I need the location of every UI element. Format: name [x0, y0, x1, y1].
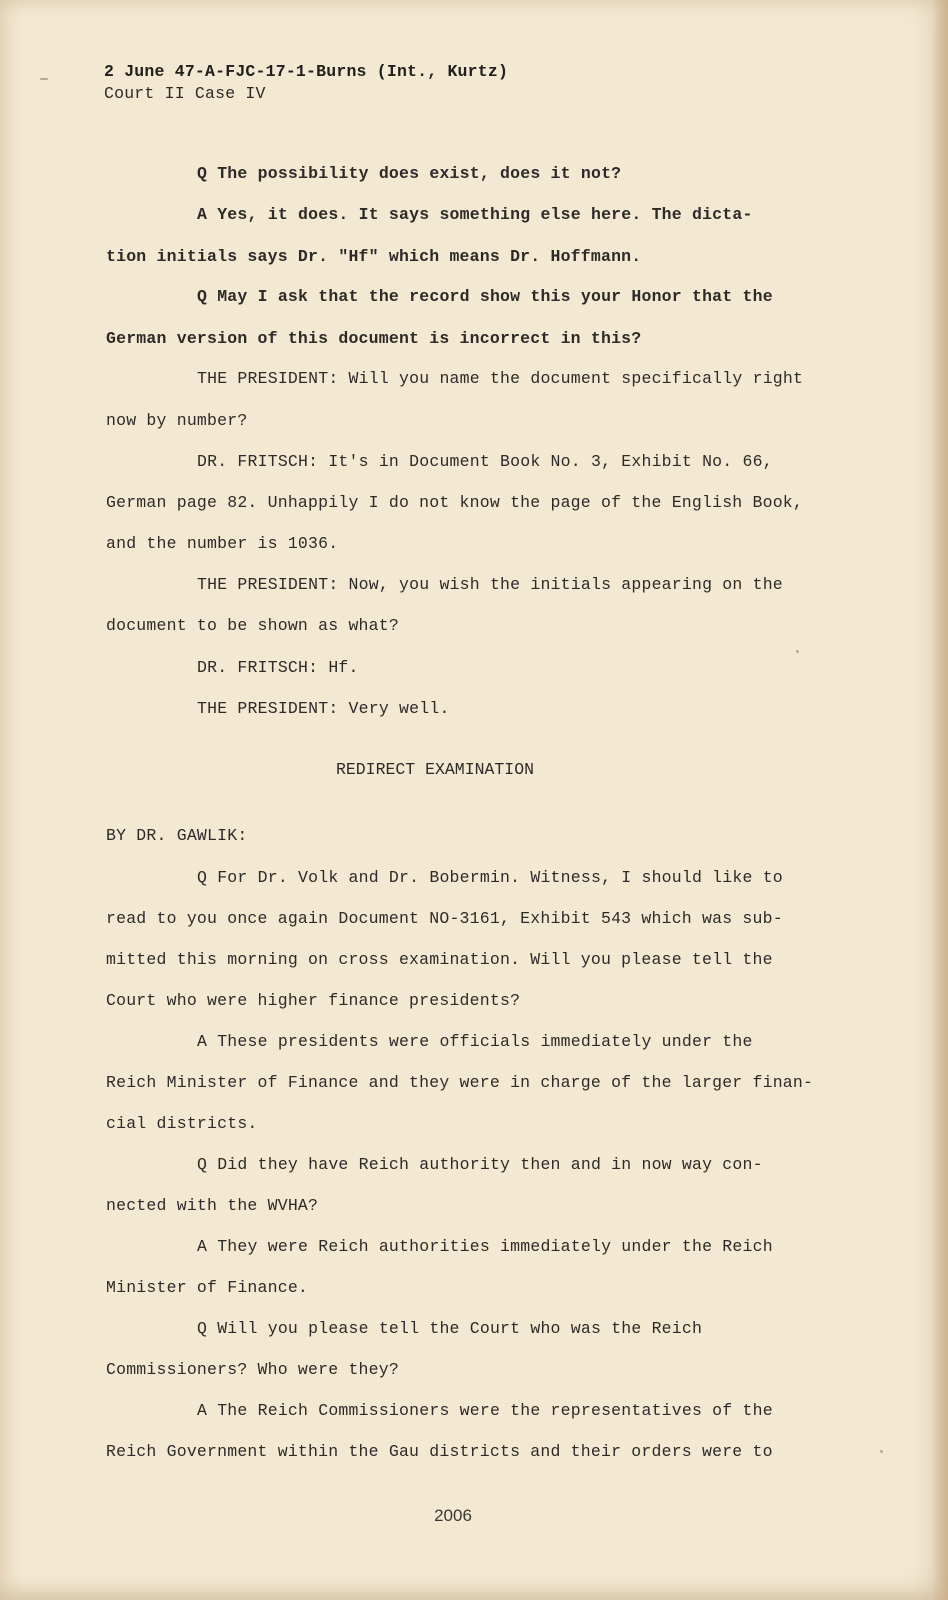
body-line: DR. FRITSCH: Hf. — [197, 658, 359, 677]
body-line: DR. FRITSCH: It's in Document Book No. 3, Exhibit No. 66, — [197, 452, 773, 471]
section-heading: REDIRECT EXAMINATION — [335, 760, 535, 779]
body-line: Q Did they have Reich authority then and in now way con- — [197, 1155, 763, 1174]
body-line: Q For Dr. Volk and Dr. Bobermin. Witness, I should like to — [197, 868, 783, 887]
body-line: Q Will you please tell the Court who was the Reich — [197, 1319, 703, 1338]
body-line: Commissioners? Who were they? — [106, 1360, 399, 1379]
body-line: now by number? — [106, 411, 248, 430]
paper-speck — [40, 78, 48, 80]
body-line: A These presidents were officials immediately under the — [197, 1032, 753, 1051]
body-line: THE PRESIDENT: Will you name the document specifically right — [197, 369, 804, 388]
page-number: 2006 — [434, 1506, 472, 1525]
body-line: tion initials says Dr. "Hf" which means Dr. Hoffmann. — [106, 247, 642, 266]
header-line-1: 2 June 47-A-FJC-17-1-Burns (Int., Kurtz) — [104, 62, 509, 81]
body-line: and the number is 1036. — [106, 534, 339, 553]
page-edge-shadow — [932, 0, 948, 1600]
body-line: Minister of Finance. — [106, 1278, 309, 1297]
body-line: Reich Minister of Finance and they were in charge of the larger finan- — [106, 1073, 814, 1092]
paper-speck — [880, 1450, 883, 1453]
body-line: cial districts. — [106, 1114, 258, 1133]
header-line-2: Court II Case IV — [104, 84, 266, 103]
body-line: Court who were higher finance presidents? — [106, 991, 521, 1010]
body-line: Q The possibility does exist, does it not? — [197, 164, 622, 183]
body-line: A The Reich Commissioners were the representatives of the — [197, 1401, 773, 1420]
body-line: mitted this morning on cross examination. Will you please tell the — [106, 950, 773, 969]
body-line: Reich Government within the Gau districts and their orders were to — [106, 1442, 773, 1461]
body-line: A Yes, it does. It says something else here. The dicta- — [197, 205, 753, 224]
body-line: nected with the WVHA? — [106, 1196, 319, 1215]
body-line: THE PRESIDENT: Now, you wish the initials appearing on the — [197, 575, 783, 594]
body-line: document to be shown as what? — [106, 616, 399, 635]
paper-speck — [796, 650, 799, 653]
body-line: THE PRESIDENT: Very well. — [197, 699, 450, 718]
body-line: BY DR. GAWLIK: — [106, 826, 248, 845]
body-line: A They were Reich authorities immediately under the Reich — [197, 1237, 773, 1256]
body-line: German page 82. Unhappily I do not know the page of the English Book, — [106, 493, 804, 512]
body-line: Q May I ask that the record show this your Honor that the — [197, 287, 773, 306]
body-line: read to you once again Document NO-3161, Exhibit 543 which was sub- — [106, 909, 783, 928]
body-line: German version of this document is incorrect in this? — [106, 329, 642, 348]
